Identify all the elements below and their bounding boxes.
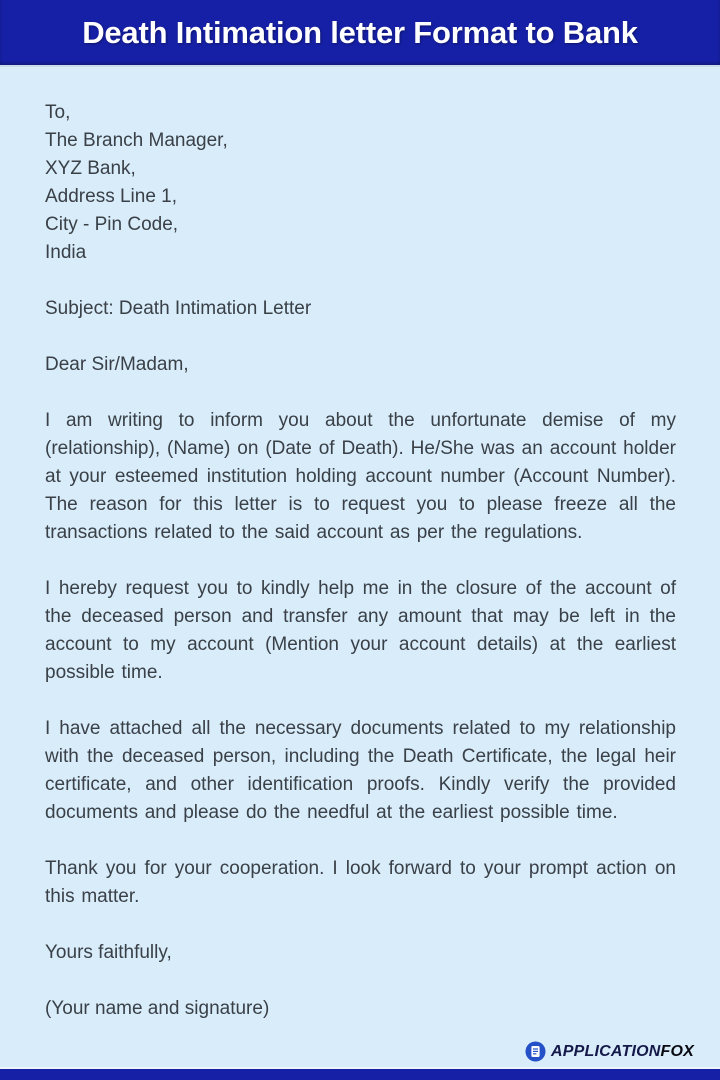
salutation: Dear Sir/Madam,	[45, 354, 189, 375]
bottom-bar	[0, 1067, 720, 1080]
page-title: Death Intimation letter Format to Bank	[82, 14, 638, 50]
signature-line: (Your name and signature)	[45, 998, 270, 1019]
paragraph-demise-notice: I am writing to inform you about the unfortunate demise of my (relationship), (Name) on (Date of Death). He/She was an account holder at your esteemed institution holding account number (Account Number). The reason for this letter is to request you to please freeze all the transactions related to the said account as per the regulations.	[45, 410, 676, 543]
address-line: Address Line 1,	[45, 186, 178, 207]
closing-line: Yours faithfully,	[45, 942, 172, 963]
paragraph-attached-documents: I have attached all the necessary documents related to my relationship with the deceased person, including the Death Certificate, the legal heir certificate, and other identification proofs. Kindly verify the provided documents and please do the needful at the earliest possible time.	[45, 718, 676, 823]
address-line: XYZ Bank,	[45, 158, 136, 179]
applicationfox-brand	[525, 1041, 694, 1062]
address-line: To,	[45, 102, 71, 123]
address-line: India	[45, 242, 87, 263]
letter-body	[0, 67, 720, 1067]
brand-name-secondary: FOX	[660, 1042, 694, 1060]
paragraph-thank-you: Thank you for your cooperation. I look forward to your prompt action on this matter.	[45, 858, 676, 907]
document-icon	[525, 1041, 546, 1062]
header-banner	[0, 0, 720, 67]
brand-name	[551, 1043, 694, 1061]
recipient-address-block	[45, 99, 676, 267]
address-line: City - Pin Code,	[45, 214, 179, 235]
brand-name-primary: APPLICATION	[551, 1042, 661, 1060]
paragraph-closure-request: I hereby request you to kindly help me in the closure of the account of the deceased person and transfer any amount that may be left in the account to my account (Mention your account details) at the earliest possible time.	[45, 578, 676, 683]
address-line: The Branch Manager,	[45, 130, 228, 151]
subject-line: Subject: Death Intimation Letter	[45, 298, 312, 319]
